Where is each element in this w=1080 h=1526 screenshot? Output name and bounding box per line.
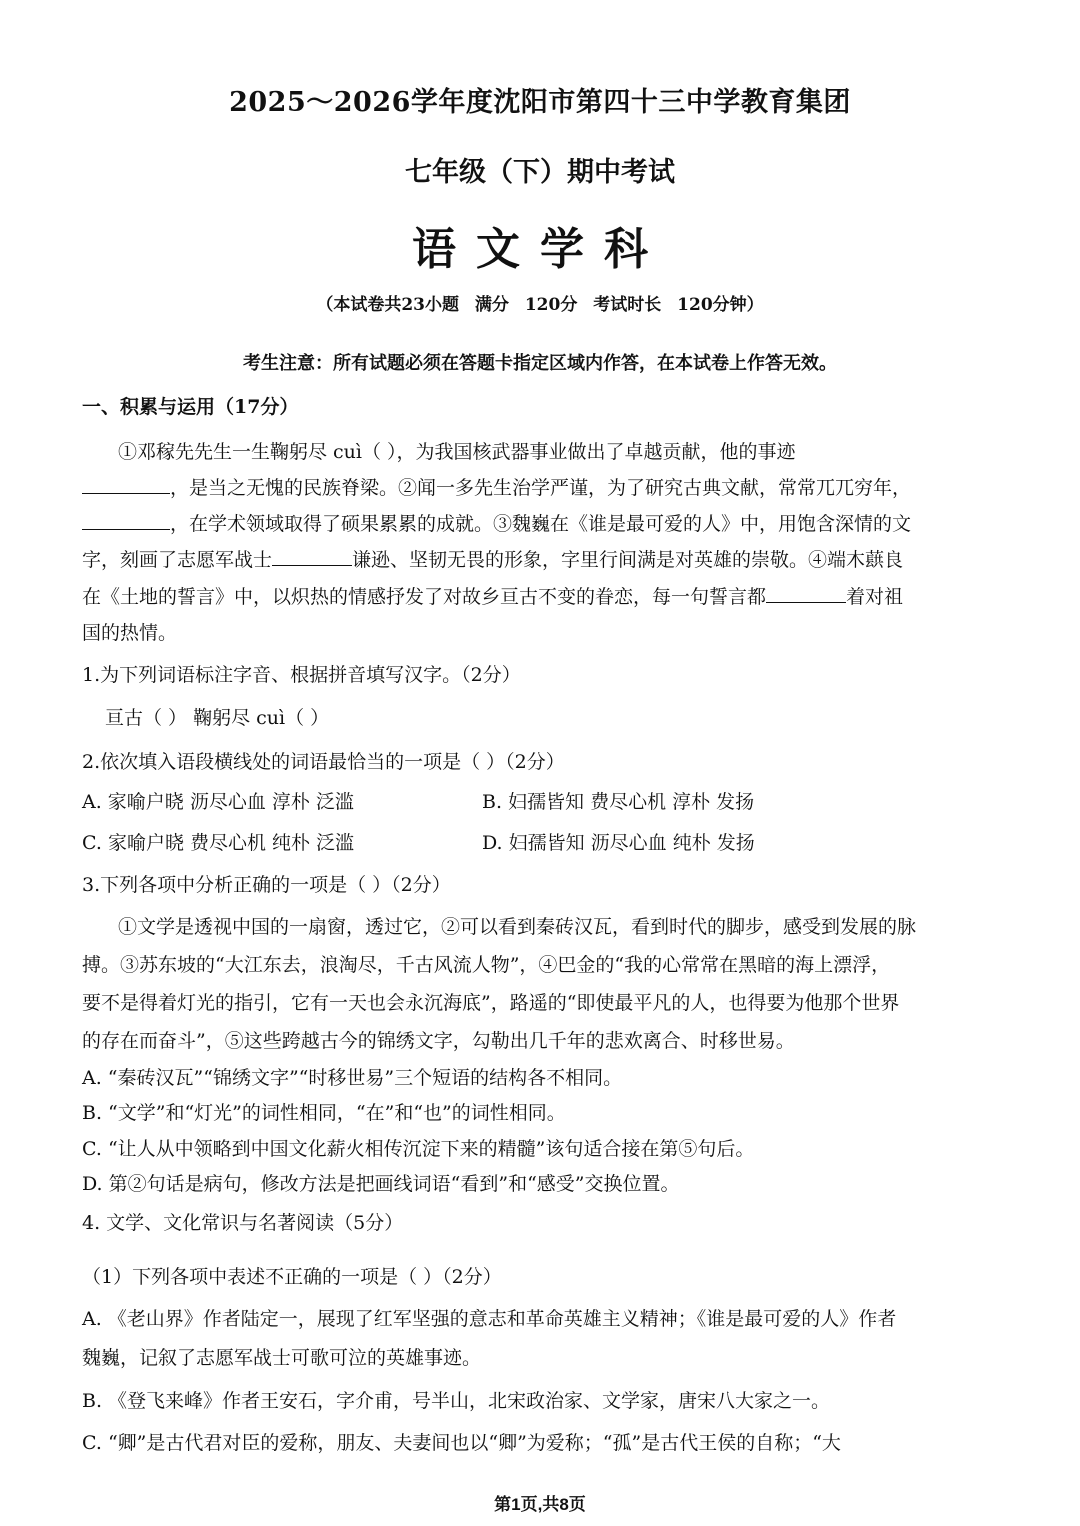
question-4-sub1: （1）下列各项中表述不正确的一项是（ ）（2分） (82, 1266, 502, 1288)
option-a: A. “秦砖汉瓦”“锦绣文字”“时移世易”三个短语的结构各不相同。 (82, 1067, 623, 1089)
section-heading: 一、积累与运用（17分） (82, 396, 299, 418)
question-1-items: 亘古（ ） 鞠躬尽 cuì（ ） (105, 707, 330, 729)
exam-notice: 考生注意：所有试题必须在答题卡指定区域内作答，在本试卷上作答无效。 (243, 353, 837, 374)
question-2-options-row (82, 828, 1012, 855)
passage-line: 国的热情。 (82, 622, 178, 644)
fill-blank (766, 584, 846, 603)
option-b: B. 妇孺皆知 费尽心机 淳朴 发扬 (482, 791, 755, 813)
passage-line: ，在学术领域取得了硕果累累的成就。③魏巍在《谁是最可爱的人》中，用饱含深情的文 (82, 509, 1012, 536)
passage-line: ①文学是透视中国的一扇窗，透过它，②可以看到秦砖汉瓦，看到时代的脚步，感受到发展的脉 (118, 916, 917, 938)
exam-subtitle: 七年级（下）期中考试 (405, 157, 675, 188)
subject-title: 语文学科 (412, 224, 668, 275)
option-b: B. 《登飞来峰》作者王安石，字介甫，号半山，北宋政治家、文学家，唐宋八大家之一。 (82, 1390, 831, 1412)
option-a-continued: 魏巍，记叙了志愿军战士可歌可泣的英雄事迹。 (82, 1347, 482, 1369)
exam-title: 2025～2026学年度沈阳市第四十三中学教育集团 (229, 87, 851, 118)
passage-line: 字，刻画了志愿军战士 谦逊、坚韧无畏的形象，字里行间满是对英雄的崇敬。④端木蕻良 (82, 549, 904, 571)
passage-line: 要不是得着灯光的指引，它有一天也会永沉海底”，路遥的“即使最平凡的人，也得要为他那个世界 (82, 992, 900, 1014)
passage-line: ①邓稼先先生一生鞠躬尽 cuì（ ），为我国核武器事业做出了卓越贡献，他的事迹 (118, 441, 796, 463)
question-2-options-row (82, 787, 1012, 814)
passage-line: 的存在而奋斗”，⑤这些跨越古今的锦绣文字，勾勒出几千年的悲欢离合、时移世易。 (82, 1030, 795, 1052)
page-footer: 第1页,共8页 (494, 1495, 586, 1514)
option-a: A. 《老山界》作者陆定一，展现了红军坚强的意志和革命英雄主义精神；《谁是最可爱的人》作者 (82, 1308, 897, 1330)
fill-blank (272, 547, 352, 566)
passage-line: 在《土地的誓言》中，以炽热的情感抒发了对故乡亘古不变的眷恋，每一句誓言都 着对祖 (82, 586, 904, 608)
option-c: C. “让人从中领略到中国文化薪火相传沉淀下来的精髓”该句适合接在第⑤句后。 (82, 1138, 755, 1160)
question-3-stem: 3.下列各项中分析正确的一项是（ ）（2分） (82, 874, 451, 896)
option-c: C. 家喻户晓 费尽心机 纯朴 泛滥 (82, 832, 355, 854)
fill-blank (82, 511, 170, 530)
question-1-stem: 1.为下列词语标注字音、根据拼音填写汉字。（2分） (82, 664, 521, 686)
exam-info: （本试卷共23小题 满分 120分 考试时长 120分钟） (316, 295, 764, 315)
passage-line: ，是当之无愧的民族脊梁。②闻一多先生治学严谨，为了研究古典文献，常常兀兀穷年， (82, 473, 1012, 500)
fill-blank (82, 475, 170, 494)
option-a: A. 家喻户晓 沥尽心血 淳朴 泛滥 (82, 791, 354, 813)
question-2-stem: 2.依次填入语段横线处的词语最恰当的一项是（ ）（2分） (82, 751, 565, 773)
option-d: D. 第②句话是病句，修改方法是把画线词语“看到”和“感受”交换位置。 (82, 1173, 680, 1195)
option-b: B. “文学”和“灯光”的词性相同，“在”和“也”的词性相同。 (82, 1102, 566, 1124)
question-4-stem: 4. 文学、文化常识与名著阅读（5分） (82, 1212, 404, 1234)
passage-line: 搏。③苏东坡的“大江东去，浪淘尽，千古风流人物”，④巴金的“我的心常常在黑暗的海上漂浮， (82, 954, 891, 976)
option-c: C. “卿”是古代君对臣的爱称，朋友、夫妻间也以“卿”为爱称；“孤”是古代王侯的自称；“大 (82, 1432, 841, 1454)
option-d: D. 妇孺皆知 沥尽心血 纯朴 发扬 (482, 832, 755, 854)
